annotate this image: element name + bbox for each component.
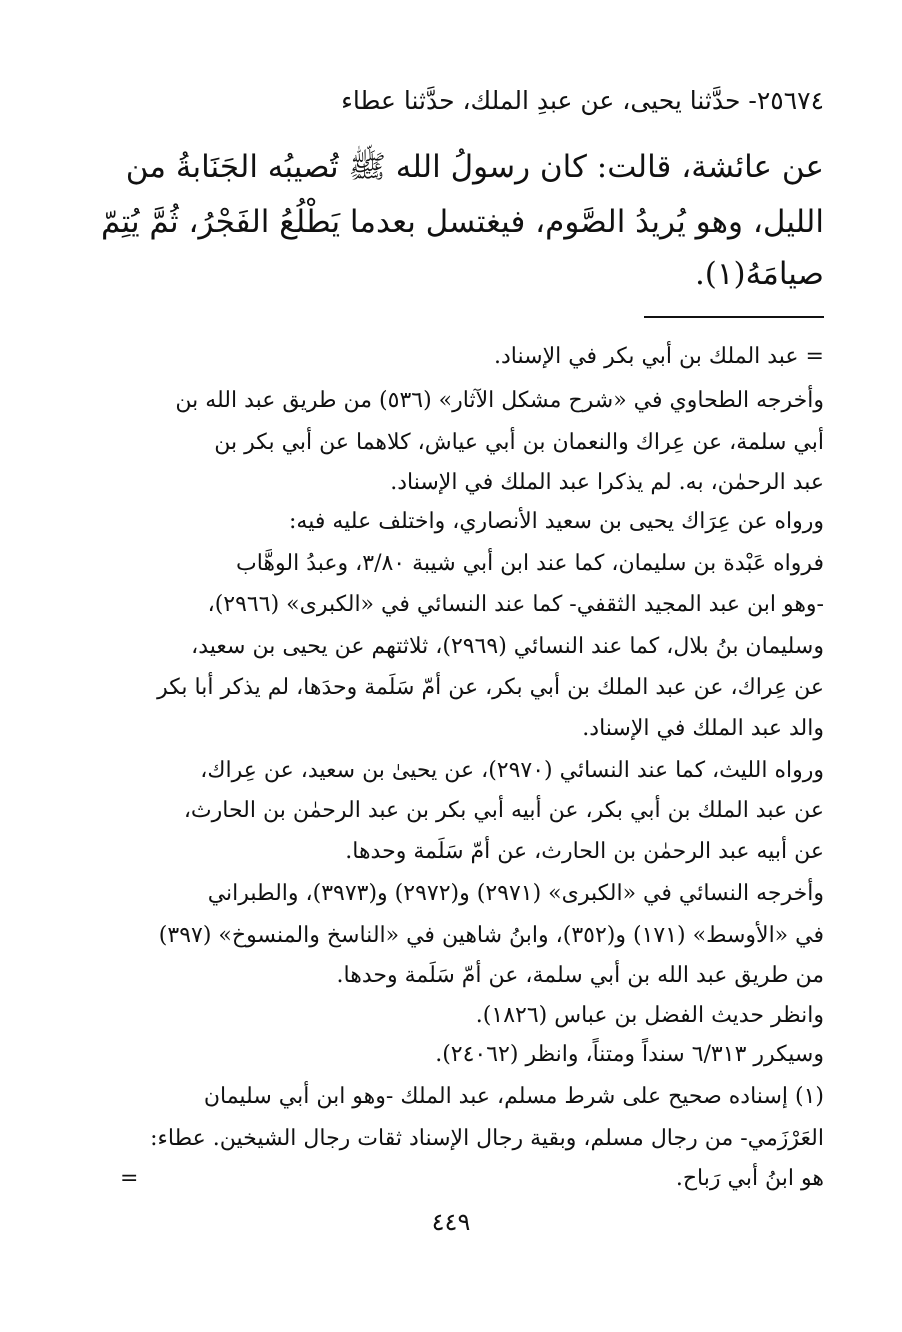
- footnote-line: العَرْزَمي- من رجال مسلم، وبقية رجال الإسناد ثقات رجال الشيخين. عطاء:: [150, 1126, 824, 1151]
- footnote-line: -وهو ابن عبد المجيد الثقفي- كما عند النسائي في «الكبرى» (٢٩٦٦)،: [207, 592, 824, 617]
- footnote-line: ورواه الليث، كما عند النسائي (٢٩٧٠)، عن يحيىٰ بن سعيد، عن عِراك،: [200, 758, 824, 783]
- footnote-separator: [644, 316, 824, 318]
- footnote-line: = عبد الملك بن أبي بكر في الإسناد.: [494, 344, 824, 369]
- footnote-line: وسيكرر ٦/٣١٣ سنداً ومتناً، وانظر (٢٤٠٦٢).: [435, 1042, 824, 1067]
- footnote-line: عن أبيه عبد الرحمٰن بن الحارث، عن أمّ سَلَمة وحدها.: [345, 839, 824, 864]
- footnote-line: وانظر حديث الفضل بن عباس (١٨٢٦).: [475, 1003, 824, 1028]
- footnote-line: هو ابنُ أبي رَباح.: [675, 1166, 824, 1191]
- page-number: ٤٤٩: [431, 1208, 471, 1236]
- hadith-line-2: عن عائشة، قالت: كان رسولُ الله ﷺ تُصيبُه الجَنَابةُ من: [125, 149, 824, 185]
- footnote-line: ورواه عن عِرَاك يحيى بن سعيد الأنصاري، واختلف عليه فيه:: [289, 509, 824, 534]
- hadith-line-1: ٢٥٦٧٤- حدَّثنا يحيى، عن عبدِ الملك، حدَّثنا عطاء: [341, 86, 824, 115]
- footnote-line: عن عِراك، عن عبد الملك بن أبي بكر، عن أمّ سَلَمة وحدَها، لم يذكر أبا بكر: [157, 675, 824, 700]
- footnote-line: وأخرجه النسائي في «الكبرى» (٢٩٧١) و(٢٩٧٢) و(٣٩٧٣)، والطبراني: [207, 881, 824, 906]
- footnote-line: وسليمان بنُ بلال، كما عند النسائي (٢٩٦٩)، ثلاثتهم عن يحيى بن سعيد،: [191, 634, 824, 659]
- footnote-line: عن عبد الملك بن أبي بكر، عن أبيه أبي بكر بن عبد الرحمٰن بن الحارث،: [183, 798, 824, 823]
- continuation-mark: =: [120, 1166, 139, 1191]
- footnote-line: والد عبد الملك في الإسناد.: [582, 716, 824, 741]
- hadith-line-3: الليل، وهو يُريدُ الصَّوم، فيغتسل بعدما يَطْلُعُ الفَجْرُ، ثُمَّ يُتِمّ: [100, 204, 824, 240]
- footnote-line: فرواه عَبْدة بن سليمان، كما عند ابن أبي شيبة ٣/٨٠، وعبدُ الوهَّاب: [236, 551, 824, 576]
- footnote-line: عبد الرحمٰن، به. لم يذكرا عبد الملك في الإسناد.: [390, 470, 824, 495]
- footnote-line: وأخرجه الطحاوي في «شرح مشكل الآثار» (٥٣٦) من طريق عبد الله بن: [175, 388, 824, 413]
- footnote-line: (١) إسناده صحيح على شرط مسلم، عبد الملك -وهو ابن أبي سليمان: [203, 1084, 824, 1109]
- footnote-line: أبي سلمة، عن عِراك والنعمان بن أبي عياش، كلاهما عن أبي بكر بن: [214, 430, 824, 455]
- footnote-line: في «الأوسط» (١٧١) و(٣٥٢)، وابنُ شاهين في «الناسخ والمنسوخ» (٣٩٧): [158, 923, 824, 948]
- hadith-line-4: صيامَهُ(١).: [694, 256, 824, 292]
- footnote-line: من طريق عبد الله بن أبي سلمة، عن أمّ سَلَمة وحدها.: [336, 963, 824, 988]
